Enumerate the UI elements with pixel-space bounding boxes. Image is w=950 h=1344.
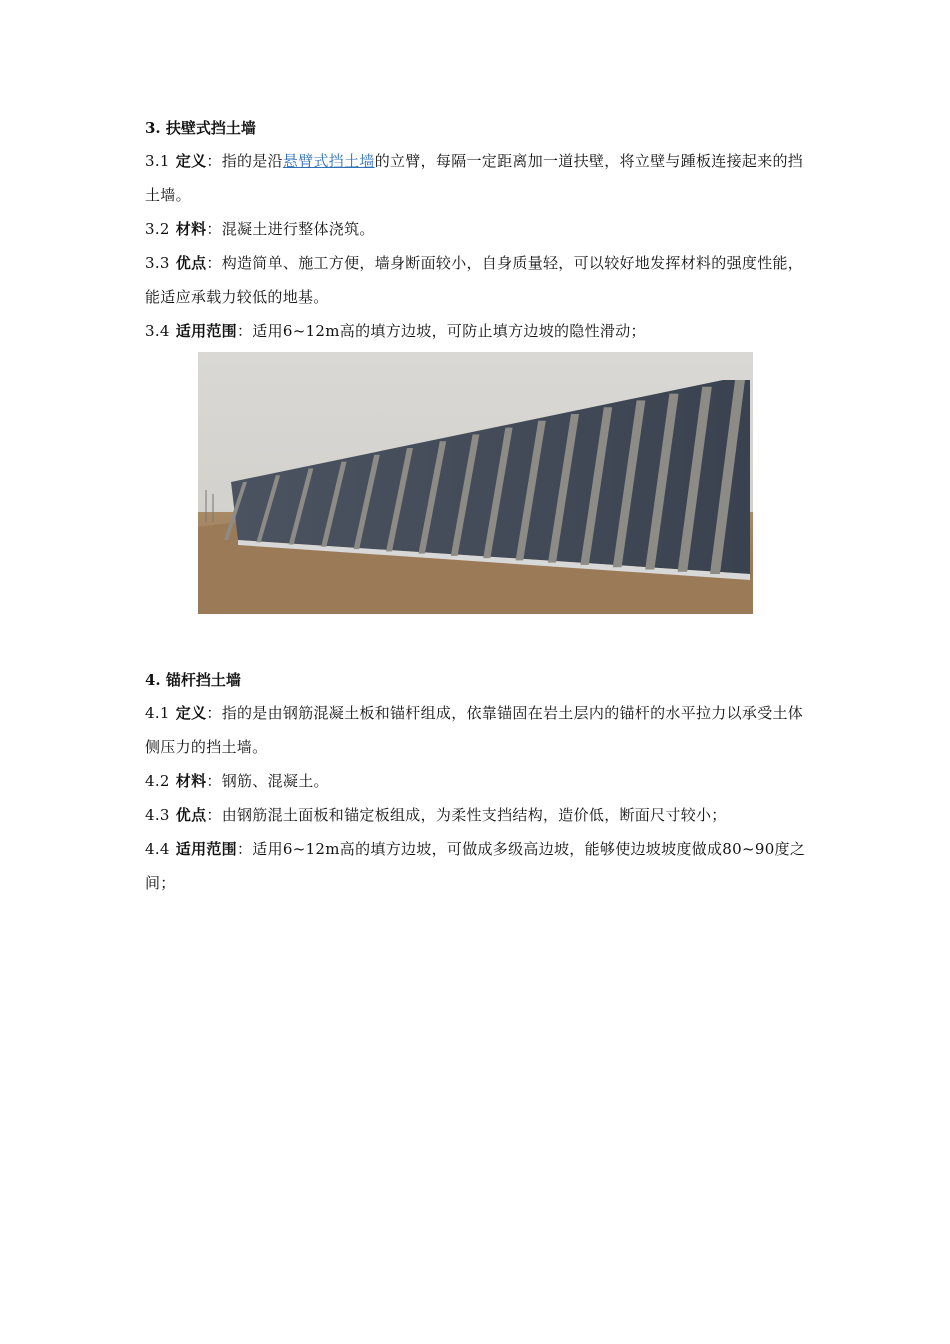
paragraph-text: 指的是沿 <box>221 152 283 170</box>
paragraph-4-3 <box>145 798 810 832</box>
colon: ： <box>206 152 222 170</box>
paragraph-3-3 <box>145 246 810 314</box>
paragraph-text: 由钢筋混土面板和锚定板组成，为柔性支挡结构，造价低，断面尺寸较小； <box>221 806 727 824</box>
colon: ： <box>236 322 253 340</box>
paragraph-4-4 <box>145 832 810 900</box>
colon: ： <box>206 772 222 790</box>
document-content <box>145 112 810 900</box>
paragraph-4-1 <box>145 696 810 764</box>
paragraph-3-1 <box>145 144 810 212</box>
colon: ： <box>206 254 222 272</box>
paragraph-text: 构造简单、施工方便，墙身断面较小，自身质量轻，可以较好地发挥材料的强度性能，能适应承载力较低的地基。 <box>145 254 804 306</box>
term-label: 适用范围 <box>175 840 237 858</box>
paragraph-text: 混凝土进行整体浇筑。 <box>221 220 375 238</box>
colon: ： <box>206 806 222 824</box>
paragraph-4-2 <box>145 764 810 798</box>
section-3-heading: 3. 扶壁式挡土墙 <box>145 119 256 137</box>
paragraph-number: 3.3 <box>145 254 170 272</box>
paragraph-text: 指的是由钢筋混凝土板和锚杆组成，依靠锚固在岩土层内的锚杆的水平拉力以承受土体侧压力的挡土墙。 <box>145 704 804 756</box>
section-4-heading: 4. 锚杆挡土墙 <box>145 671 241 689</box>
paragraph-number: 4.2 <box>145 772 170 790</box>
cantilever-wall-link[interactable]: 悬臂式挡土墙 <box>282 152 375 170</box>
retaining-wall-photo <box>198 352 753 614</box>
paragraph-text: 适用6~12m高的填方边坡，可防止填方边坡的隐性滑动； <box>252 322 646 340</box>
term-label: 优点 <box>175 806 207 824</box>
term-label: 适用范围 <box>175 322 237 340</box>
paragraph-text: 的立臂，每隔一定距离加一道扶壁，将立壁与踵板连接起来的挡土墙。 <box>145 152 804 204</box>
paragraph-number: 4.4 <box>145 840 170 858</box>
paragraph-number: 4.3 <box>145 806 170 824</box>
paragraph-3-4 <box>145 314 810 348</box>
colon: ： <box>206 220 222 238</box>
colon: ： <box>236 840 253 858</box>
paragraph-number: 3.1 <box>145 152 170 170</box>
paragraph-number: 3.2 <box>145 220 170 238</box>
term-label: 定义 <box>175 704 207 722</box>
paragraph-number: 4.1 <box>145 704 170 722</box>
colon: ： <box>206 704 222 722</box>
section-gap <box>145 614 810 664</box>
paragraph-number: 3.4 <box>145 322 170 340</box>
term-label: 材料 <box>175 220 207 238</box>
paragraph-text: 钢筋、混凝土。 <box>221 772 329 790</box>
term-label: 定义 <box>175 152 207 170</box>
term-label: 优点 <box>175 254 207 272</box>
paragraph-3-2 <box>145 212 810 246</box>
paragraph-text: 适用6~12m高的填方边坡，可做成多级高边坡，能够使边坡坡度做成80~90度之间； <box>145 840 806 892</box>
term-label: 材料 <box>175 772 207 790</box>
